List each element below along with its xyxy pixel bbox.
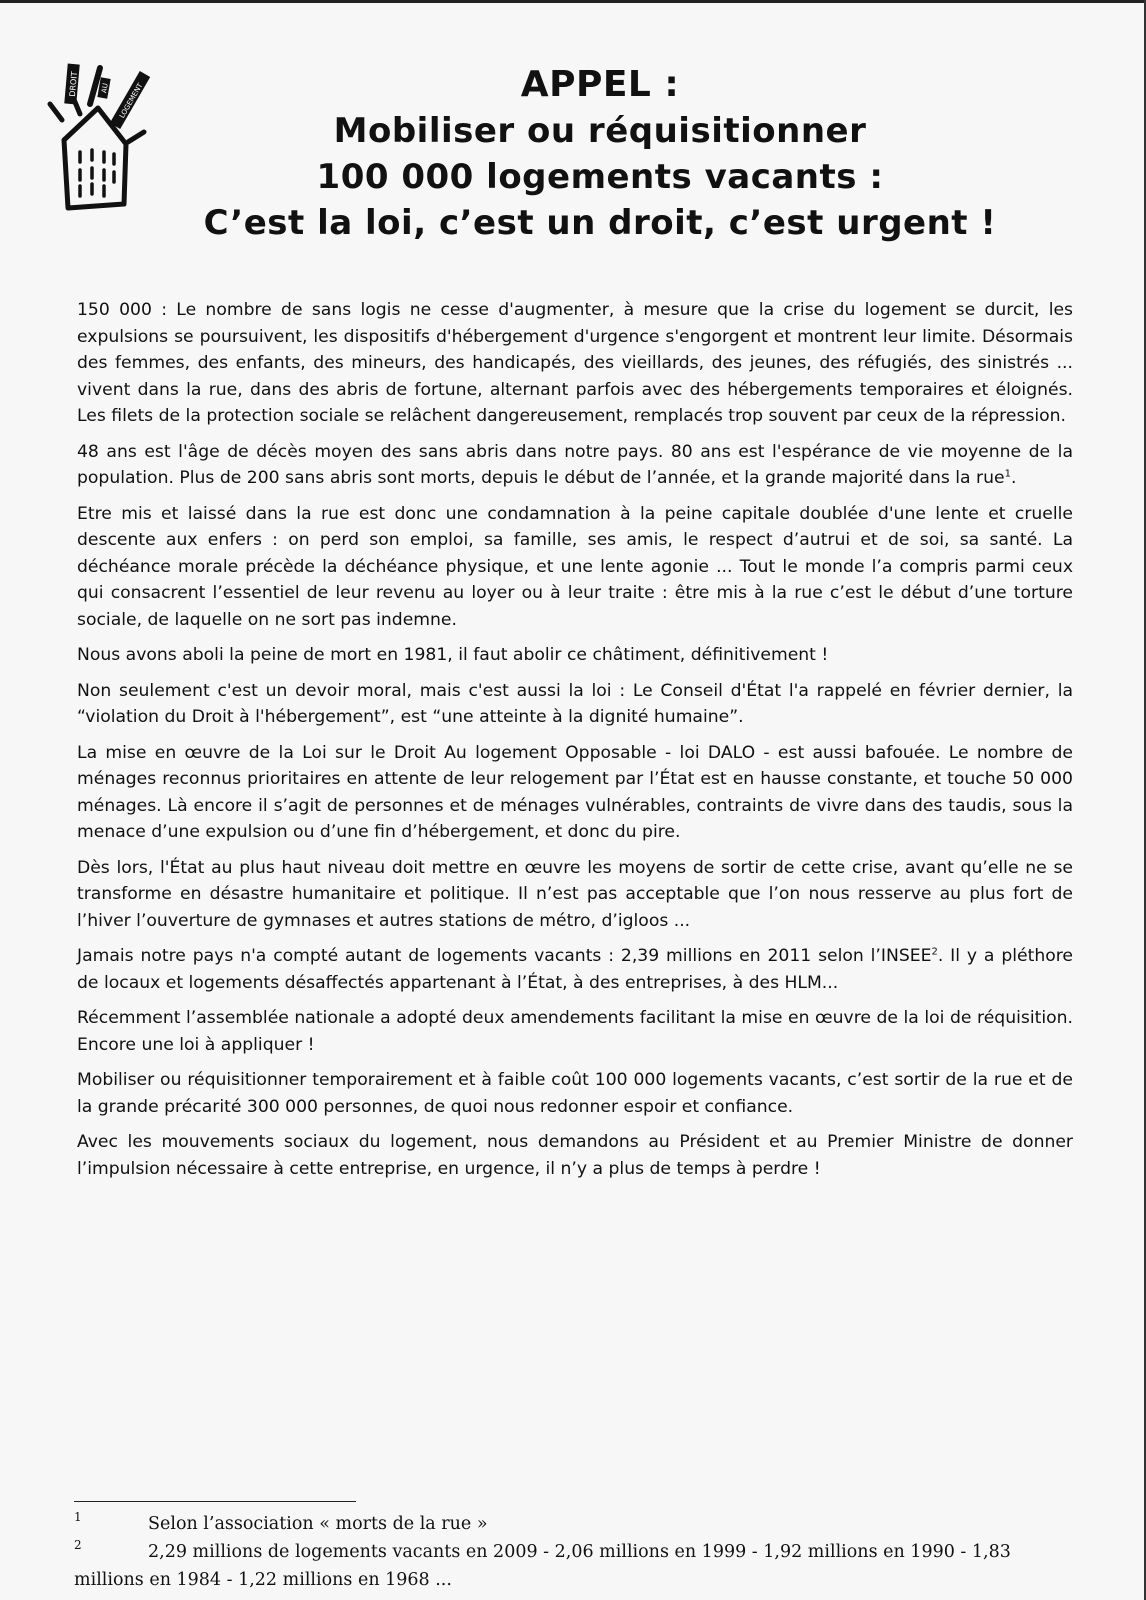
- footnote-ref-1: 1: [1004, 468, 1011, 480]
- footnote-1: [74, 1510, 1064, 1538]
- footnote-ref-2: 2: [931, 946, 938, 958]
- paragraph-2-end: .: [1010, 468, 1017, 488]
- footnote-2-text: 2,29 millions de logements vacants en 2009 - 2,06 millions en 1999 - 1,92 millions en 1990 - 1,83 millions en 1984 - 1,22 millions en 1968 ...: [74, 1542, 1011, 1590]
- footnote-separator: [74, 1501, 356, 1502]
- paragraph-7: Dès lors, l'État au plus haut niveau doit mettre en œuvre les moyens de sortir de cette crise, avant qu’elle ne se transforme en désastre humanitaire et politique. Il n’est pas acceptable que l’on nous resserve au plus fort de l’hiver l’ouverture de gymnases et autres stations de métro, d’igloos ...: [77, 857, 1073, 931]
- paragraph-9: Récemment l’assemblée nationale a adopté deux amendements facilitant la mise en œuvre de la loi de réquisition. Encore une loi à appliquer !: [77, 1008, 1073, 1055]
- title-block: [150, 62, 1050, 246]
- paragraph-2: [77, 439, 1073, 492]
- paragraph-8-text: Jamais notre pays n'a compté autant de logements vacants : 2,39 millions en 2011 selon l’INSEE: [77, 946, 932, 966]
- footnotes: [74, 1510, 1064, 1594]
- paragraph-1: 150 000 : Le nombre de sans logis ne cesse d'augmenter, à mesure que la crise du logement se durcit, les expulsions se poursuivent, les dispositifs d'hébergement d'urgence s'engorgent et montrent leur limite. Désormais des femmes, des enfants, des mineurs, des handicapés, des vieillards, des jeunes, des réfugiés, des sinistrés ... vivent dans la rue, dans des abris de fortune, alternant parfois avec des hébergements temporaires et éloignés. Les filets de la protection sociale se relâchent dangereusement, remplacés trop souvent par ceux de la répression.: [77, 300, 1073, 426]
- paragraph-4: Nous avons aboli la peine de mort en 1981, il faut abolir ce châtiment, définitivement !: [77, 645, 829, 665]
- paragraph-8: [77, 943, 1073, 996]
- logo-text-logement: LOGEMENT: [118, 81, 145, 120]
- paragraph-8-end: . Il y a pléthore de locaux et logements désaffectés appartenant à l’État, à des entreprises, à des HLM...: [77, 946, 1073, 993]
- paragraph-11: Avec les mouvements sociaux du logement, nous demandons au Président et au Premier Ministre de donner l’impulsion nécessaire à cette entreprise, en urgence, il n’y a plus de temps à perdre !: [77, 1132, 1073, 1179]
- logo-text-au: AU: [100, 82, 110, 94]
- paragraph-2-text: 48 ans est l'âge de décès moyen des sans abris dans notre pays. 80 ans est l'espérance de vie moyenne de la population. Plus de 200 sans abris sont morts, depuis le début de l’année, et la grande majorité dans la rue: [77, 441, 1073, 488]
- title-line-2: Mobiliser ou réquisitionner: [333, 111, 867, 151]
- paragraph-3: Etre mis et laissé dans la rue est donc une condamnation à la peine capitale doublée d'une lente et cruelle descente aux enfers : on perd son emploi, sa famille, ses amis, le respect d’autrui et de soi, sa santé. La déchéance morale précède la déchéance physique, et une lente agonie ... Tout le monde l’a compris parmi ceux qui consacrent l’essentiel de leur revenu au loyer ou à leur traite : être mis à la rue c’est le début d’une torture sociale, de laquelle on ne sort pas indemne.: [77, 503, 1073, 630]
- title-line-3: 100 000 logements vacants :: [316, 157, 884, 197]
- footnote-2: [74, 1538, 1064, 1594]
- footnote-2-number: 2: [74, 1538, 82, 1552]
- title-line-1: APPEL :: [520, 64, 680, 105]
- footnote-1-number: 1: [74, 1510, 82, 1524]
- logo-text-droit: DROIT: [67, 71, 80, 98]
- paragraph-5: Non seulement c'est un devoir moral, mais c'est aussi la loi : Le Conseil d'État l'a rappelé en février dernier, la “violation du Droit à l'hébergement”, est “une atteinte à la dignité humaine”.: [77, 680, 1073, 727]
- paragraph-6: La mise en œuvre de la Loi sur le Droit Au logement Opposable - loi DALO - est aussi bafouée. Le nombre de ménages reconnus prioritaires en attente de leur relogement par l’État est en hausse constante, et touche 50 000 ménages. Là encore il s’agit de personnes et de ménages vulnérables, contraints de vivre dans des taudis, sous la menace d’une expulsion ou d’une fin d’hébergement, et donc du pire.: [77, 742, 1073, 842]
- top-edge-line: [0, 0, 1146, 3]
- paragraph-10: Mobiliser ou réquisitionner temporairement et à faible coût 100 000 logements vacants, c’est sortir de la rue et de la grande précarité 300 000 personnes, de quoi nous redonner espoir et confiance.: [77, 1070, 1073, 1117]
- body-text: [77, 297, 1073, 1191]
- droit-au-logement-house-icon: [42, 62, 160, 212]
- footnote-1-text: Selon l’association « morts de la rue »: [148, 1514, 488, 1534]
- title-line-4: C’est la loi, c’est un droit, c’est urgent !: [203, 203, 997, 243]
